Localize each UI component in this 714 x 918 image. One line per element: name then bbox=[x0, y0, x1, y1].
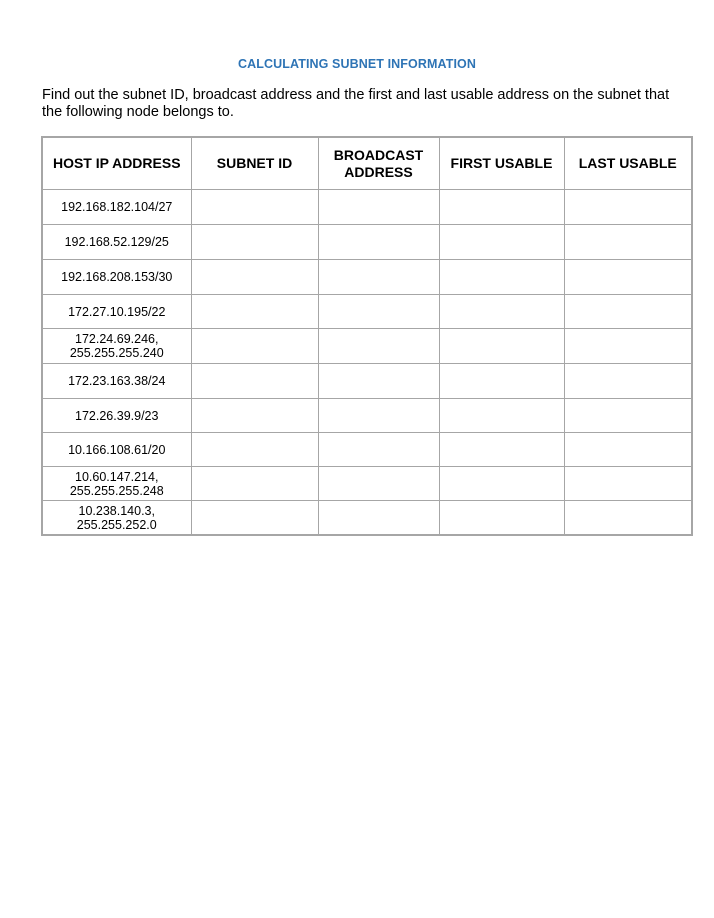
first-usable-cell[interactable] bbox=[439, 364, 564, 399]
host-ip-cell: 192.168.182.104/27 bbox=[42, 190, 191, 225]
broadcast-cell[interactable] bbox=[318, 295, 439, 329]
last-usable-cell[interactable] bbox=[564, 501, 692, 536]
host-ip-cell: 10.166.108.61/20 bbox=[42, 433, 191, 467]
subnet-id-cell[interactable] bbox=[191, 225, 318, 260]
subnet-id-cell[interactable] bbox=[191, 433, 318, 467]
table-row bbox=[42, 190, 692, 225]
first-usable-cell[interactable] bbox=[439, 190, 564, 225]
table-row bbox=[42, 225, 692, 260]
broadcast-cell[interactable] bbox=[318, 364, 439, 399]
last-usable-cell[interactable] bbox=[564, 399, 692, 433]
host-ip-cell: 10.60.147.214, 255.255.255.248 bbox=[42, 467, 191, 501]
subnet-id-cell[interactable] bbox=[191, 467, 318, 501]
subnet-id-cell[interactable] bbox=[191, 190, 318, 225]
subnet-id-cell[interactable] bbox=[191, 295, 318, 329]
last-usable-cell[interactable] bbox=[564, 295, 692, 329]
subnet-table bbox=[41, 136, 693, 536]
last-usable-cell[interactable] bbox=[564, 260, 692, 295]
subnet-id-cell[interactable] bbox=[191, 329, 318, 364]
table-row bbox=[42, 329, 692, 364]
subnet-id-cell[interactable] bbox=[191, 364, 318, 399]
header-broadcast-address: BROADCAST ADDRESS bbox=[318, 137, 439, 190]
broadcast-cell[interactable] bbox=[318, 190, 439, 225]
broadcast-cell[interactable] bbox=[318, 433, 439, 467]
subnet-id-cell[interactable] bbox=[191, 501, 318, 536]
subnet-id-cell[interactable] bbox=[191, 399, 318, 433]
last-usable-cell[interactable] bbox=[564, 364, 692, 399]
broadcast-cell[interactable] bbox=[318, 399, 439, 433]
header-first-usable: FIRST USABLE bbox=[439, 137, 564, 190]
instructions-text: Find out the subnet ID, broadcast address and the first and last usable address on the subnet that the following node belongs to. bbox=[42, 87, 670, 120]
host-ip-cell: 172.24.69.246, 255.255.255.240 bbox=[42, 329, 191, 364]
table-row bbox=[42, 467, 692, 501]
last-usable-cell[interactable] bbox=[564, 433, 692, 467]
first-usable-cell[interactable] bbox=[439, 295, 564, 329]
header-last-usable: LAST USABLE bbox=[564, 137, 692, 190]
last-usable-cell[interactable] bbox=[564, 467, 692, 501]
table-row bbox=[42, 260, 692, 295]
host-ip-cell: 192.168.52.129/25 bbox=[42, 225, 191, 260]
first-usable-cell[interactable] bbox=[439, 399, 564, 433]
table-row bbox=[42, 295, 692, 329]
header-subnet-id: SUBNET ID bbox=[191, 137, 318, 190]
broadcast-cell[interactable] bbox=[318, 260, 439, 295]
host-ip-cell: 172.23.163.38/24 bbox=[42, 364, 191, 399]
table-row bbox=[42, 364, 692, 399]
table-row bbox=[42, 399, 692, 433]
last-usable-cell[interactable] bbox=[564, 190, 692, 225]
subnet-id-cell[interactable] bbox=[191, 260, 318, 295]
host-ip-cell: 10.238.140.3, 255.255.252.0 bbox=[42, 501, 191, 536]
host-ip-cell: 172.27.10.195/22 bbox=[42, 295, 191, 329]
document-title: CALCULATING SUBNET INFORMATION bbox=[238, 57, 476, 71]
table-row bbox=[42, 501, 692, 536]
table-row bbox=[42, 433, 692, 467]
first-usable-cell[interactable] bbox=[439, 225, 564, 260]
broadcast-cell[interactable] bbox=[318, 329, 439, 364]
first-usable-cell[interactable] bbox=[439, 433, 564, 467]
first-usable-cell[interactable] bbox=[439, 467, 564, 501]
first-usable-cell[interactable] bbox=[439, 260, 564, 295]
first-usable-cell[interactable] bbox=[439, 501, 564, 536]
broadcast-cell[interactable] bbox=[318, 225, 439, 260]
broadcast-cell[interactable] bbox=[318, 501, 439, 536]
header-host-ip: HOST IP ADDRESS bbox=[42, 137, 191, 190]
table-header-row bbox=[42, 137, 692, 190]
host-ip-cell: 172.26.39.9/23 bbox=[42, 399, 191, 433]
broadcast-cell[interactable] bbox=[318, 467, 439, 501]
host-ip-cell: 192.168.208.153/30 bbox=[42, 260, 191, 295]
last-usable-cell[interactable] bbox=[564, 225, 692, 260]
last-usable-cell[interactable] bbox=[564, 329, 692, 364]
first-usable-cell[interactable] bbox=[439, 329, 564, 364]
